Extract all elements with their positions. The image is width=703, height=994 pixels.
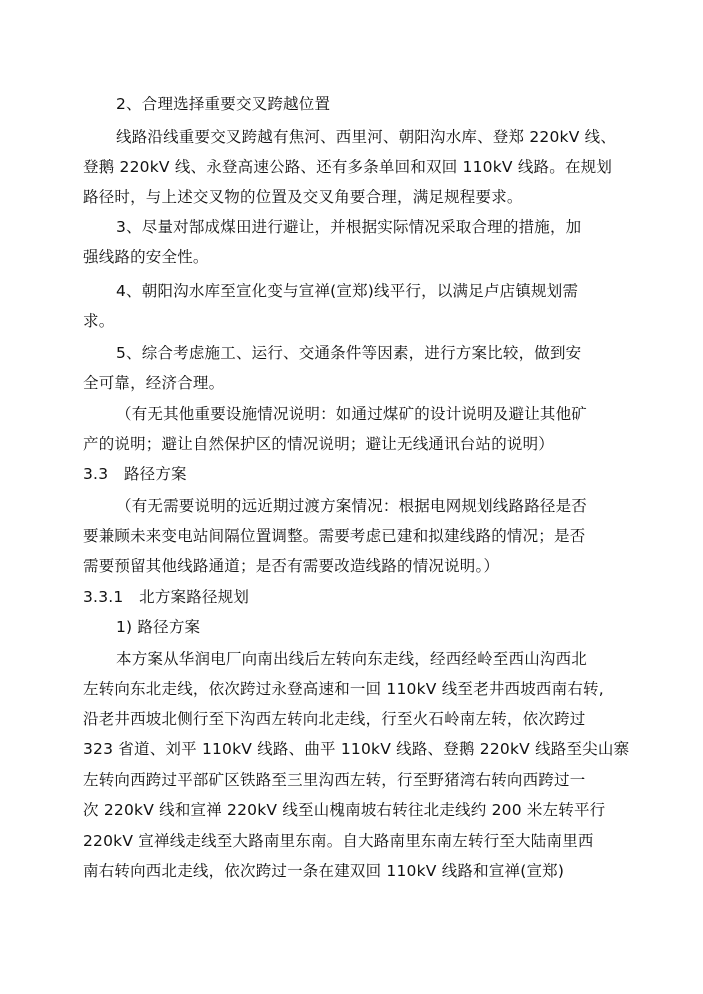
item-2-heading: 2、合理选择重要交叉跨越位置	[116, 95, 331, 113]
item-4-line: 4、朝阳沟水库至宣化变与宣禅(宣郑)线平行，以满足卢店镇规划需	[116, 282, 579, 300]
note-line: 要兼顾未来变电站间隔位置调整。需要考虑已建和拟建线路的情况；是否	[83, 527, 586, 545]
paragraph-line: 南右转向西北走线，依次跨过一条在建双回 110kV 线路和宣禅(宣郑)	[83, 862, 565, 880]
paragraph-line: 求。	[83, 312, 115, 330]
note-line: （有无其他重要设施情况说明：如通过煤矿的设计说明及避让其他矿	[116, 405, 588, 423]
paragraph-line: 本方案从华润电厂向南出线后左转向东走线，经西经岭至西山沟西北	[116, 650, 588, 668]
note-line: （有无需要说明的远近期过渡方案情况：根据电网规划线路路径是否	[116, 497, 588, 515]
paragraph-line: 220kV 宣禅线走线至大路南里东南。自大路南里东南左转行至大陆南里西	[83, 832, 594, 850]
paragraph-line: 323 省道、刘平 110kV 线路、曲平 110kV 线路、登鹅 220kV 线路至尖山寨	[83, 740, 630, 758]
paragraph-line: 强线路的安全性。	[83, 248, 209, 266]
item-5-line: 5、综合考虑施工、运行、交通条件等因素，进行方案比较，做到安	[116, 344, 582, 362]
paragraph-line: 登鹅 220kV 线、永登高速公路、还有多条单回和双回 110kV 线路。在规划	[83, 158, 613, 176]
note-line: 产的说明；避让自然保护区的情况说明；避让无线通讯台站的说明）	[83, 435, 555, 453]
paragraph-line: 路径时，与上述交叉物的位置及交叉角要合理，满足规程要求。	[83, 188, 523, 206]
paragraph-line: 左转向西跨过平部矿区铁路至三里沟西左转，行至野猪湾右转向西跨过一	[83, 771, 586, 789]
subsection-heading: 1) 路径方案	[116, 618, 201, 636]
paragraph-line: 线路沿线重要交叉跨越有焦河、西里河、朝阳沟水库、登郑 220kV 线、	[116, 128, 617, 146]
section-heading-3-3: 3.3 路径方案	[83, 465, 187, 483]
paragraph-line: 沿老井西坡北侧行至下沟西左转向北走线，行至火石岭南左转，依次跨过	[83, 710, 586, 728]
paragraph-line: 次 220kV 线和宣禅 220kV 线至山槐南坡右转往北走线约 200 米左转平行	[83, 801, 606, 819]
paragraph-line: 全可靠，经济合理。	[83, 374, 225, 392]
item-3-line: 3、尽量对郜成煤田进行避让，并根据实际情况采取合理的措施，加	[116, 218, 582, 236]
section-heading-3-3-1: 3.3.1 北方案路径规划	[83, 588, 250, 606]
paragraph-line: 左转向东北走线，依次跨过永登高速和一回 110kV 线至老井西坡西南右转,	[83, 680, 604, 698]
note-line: 需要预留其他线路通道；是否有需要改造线路的情况说明。）	[83, 557, 500, 575]
